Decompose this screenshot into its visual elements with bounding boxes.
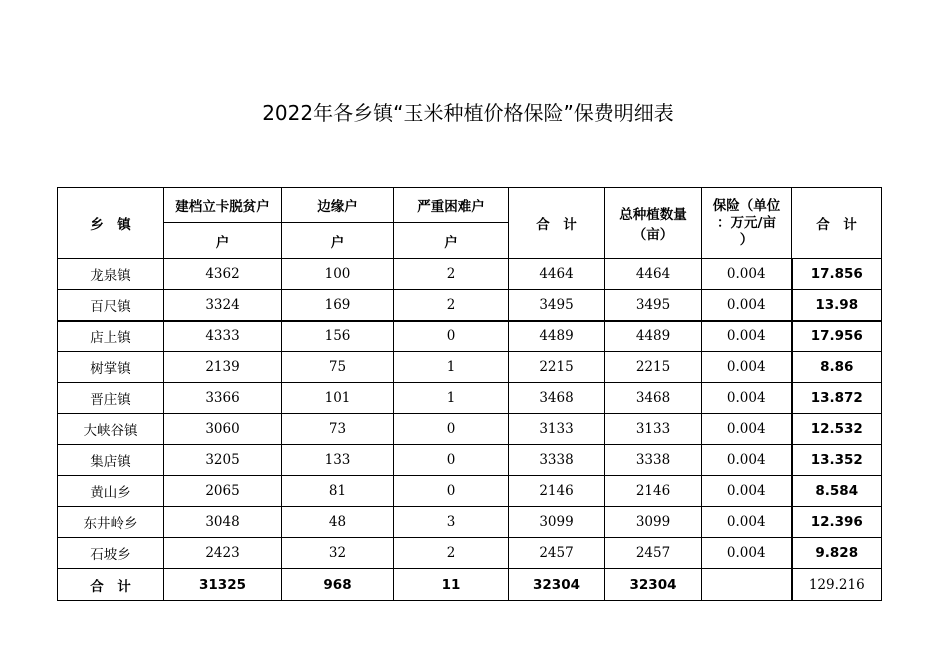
premium-total: 12.396 (792, 507, 882, 538)
premium-total: 8.86 (792, 352, 882, 383)
town-name: 集店镇 (58, 445, 164, 476)
table-row (58, 414, 882, 445)
header-insurance: 保险（单位 ：万元/亩 ） (702, 188, 792, 259)
town-name: 树掌镇 (58, 352, 164, 383)
town-name: 晋庄镇 (58, 383, 164, 414)
subtotal-count: 3495 (509, 290, 605, 321)
archived-count: 3324 (164, 290, 282, 321)
totals-subtotal: 32304 (509, 569, 605, 601)
subtotal-count: 2146 (509, 476, 605, 507)
hardship-count: 1 (394, 352, 509, 383)
planted-area: 2457 (605, 538, 702, 569)
hardship-count: 2 (394, 290, 509, 321)
town-name: 百尺镇 (58, 290, 164, 321)
premium-total: 8.584 (792, 476, 882, 507)
header-archived-unit: 户 (164, 223, 282, 259)
hardship-count: 0 (394, 414, 509, 445)
page-title: 2022年各乡镇“玉米种植价格保险”保费明细表 (262, 101, 674, 125)
totals-hardship: 11 (394, 569, 509, 601)
premium-table (57, 187, 882, 601)
archived-count: 3366 (164, 383, 282, 414)
hardship-count: 2 (394, 259, 509, 290)
premium-total: 13.98 (792, 290, 882, 321)
archived-count: 3205 (164, 445, 282, 476)
totals-marginal: 968 (282, 569, 394, 601)
planted-area: 2215 (605, 352, 702, 383)
totals-label: 合 计 (58, 569, 164, 601)
totals-insurance (702, 569, 792, 601)
hardship-count: 3 (394, 507, 509, 538)
insurance-rate: 0.004 (702, 538, 792, 569)
header-planted: 总种植数量 （亩） (605, 188, 702, 259)
header-marginal: 边缘户 (282, 188, 394, 223)
hardship-count: 0 (394, 445, 509, 476)
archived-count: 4362 (164, 259, 282, 290)
planted-area: 4464 (605, 259, 702, 290)
marginal-count: 101 (282, 383, 394, 414)
header-town: 乡 镇 (58, 188, 164, 259)
premium-total: 12.532 (792, 414, 882, 445)
table-row (58, 383, 882, 414)
archived-count: 4333 (164, 321, 282, 352)
town-name: 大峡谷镇 (58, 414, 164, 445)
insurance-rate: 0.004 (702, 445, 792, 476)
insurance-rate: 0.004 (702, 321, 792, 352)
totals-archived: 31325 (164, 569, 282, 601)
town-name: 石坡乡 (58, 538, 164, 569)
subtotal-count: 3133 (509, 414, 605, 445)
hardship-count: 2 (394, 538, 509, 569)
town-name: 店上镇 (58, 321, 164, 352)
planted-area: 3495 (605, 290, 702, 321)
archived-count: 3048 (164, 507, 282, 538)
planted-area: 3099 (605, 507, 702, 538)
header-total: 合 计 (792, 188, 882, 259)
archived-count: 2139 (164, 352, 282, 383)
hardship-count: 0 (394, 321, 509, 352)
marginal-count: 48 (282, 507, 394, 538)
archived-count: 2423 (164, 538, 282, 569)
subtotal-count: 4489 (509, 321, 605, 352)
subtotal-count: 3338 (509, 445, 605, 476)
totals-row (58, 569, 882, 601)
premium-total: 17.856 (792, 259, 882, 290)
marginal-count: 100 (282, 259, 394, 290)
subtotal-count: 2457 (509, 538, 605, 569)
planted-area: 4489 (605, 321, 702, 352)
insurance-rate: 0.004 (702, 507, 792, 538)
header-archived: 建档立卡脱贫户 (164, 188, 282, 223)
planted-area: 3133 (605, 414, 702, 445)
premium-total: 17.956 (792, 321, 882, 352)
hardship-count: 0 (394, 476, 509, 507)
archived-count: 2065 (164, 476, 282, 507)
header-subtotal: 合 计 (509, 188, 605, 259)
subtotal-count: 3468 (509, 383, 605, 414)
insurance-rate: 0.004 (702, 383, 792, 414)
table-row (58, 538, 882, 569)
insurance-rate: 0.004 (702, 290, 792, 321)
insurance-rate: 0.004 (702, 414, 792, 445)
town-name: 龙泉镇 (58, 259, 164, 290)
archived-count: 3060 (164, 414, 282, 445)
table-row (58, 507, 882, 538)
planted-area: 3338 (605, 445, 702, 476)
hardship-count: 1 (394, 383, 509, 414)
header-marginal-unit: 户 (282, 223, 394, 259)
marginal-count: 32 (282, 538, 394, 569)
table-row (58, 352, 882, 383)
table-row (58, 290, 882, 321)
marginal-count: 133 (282, 445, 394, 476)
marginal-count: 156 (282, 321, 394, 352)
header-hardship-unit: 户 (394, 223, 509, 259)
table-row (58, 476, 882, 507)
town-name: 东井岭乡 (58, 507, 164, 538)
subtotal-count: 2215 (509, 352, 605, 383)
header-hardship: 严重困难户 (394, 188, 509, 223)
table-row (58, 445, 882, 476)
subtotal-count: 3099 (509, 507, 605, 538)
table-row (58, 259, 882, 290)
planted-area: 2146 (605, 476, 702, 507)
totals-planted: 32304 (605, 569, 702, 601)
marginal-count: 81 (282, 476, 394, 507)
insurance-rate: 0.004 (702, 476, 792, 507)
premium-total: 13.352 (792, 445, 882, 476)
marginal-count: 169 (282, 290, 394, 321)
table-row (58, 321, 882, 352)
premium-total: 13.872 (792, 383, 882, 414)
totals-premium: 129.216 (792, 569, 882, 601)
planted-area: 3468 (605, 383, 702, 414)
insurance-rate: 0.004 (702, 259, 792, 290)
marginal-count: 73 (282, 414, 394, 445)
premium-total: 9.828 (792, 538, 882, 569)
subtotal-count: 4464 (509, 259, 605, 290)
town-name: 黄山乡 (58, 476, 164, 507)
insurance-rate: 0.004 (702, 352, 792, 383)
marginal-count: 75 (282, 352, 394, 383)
